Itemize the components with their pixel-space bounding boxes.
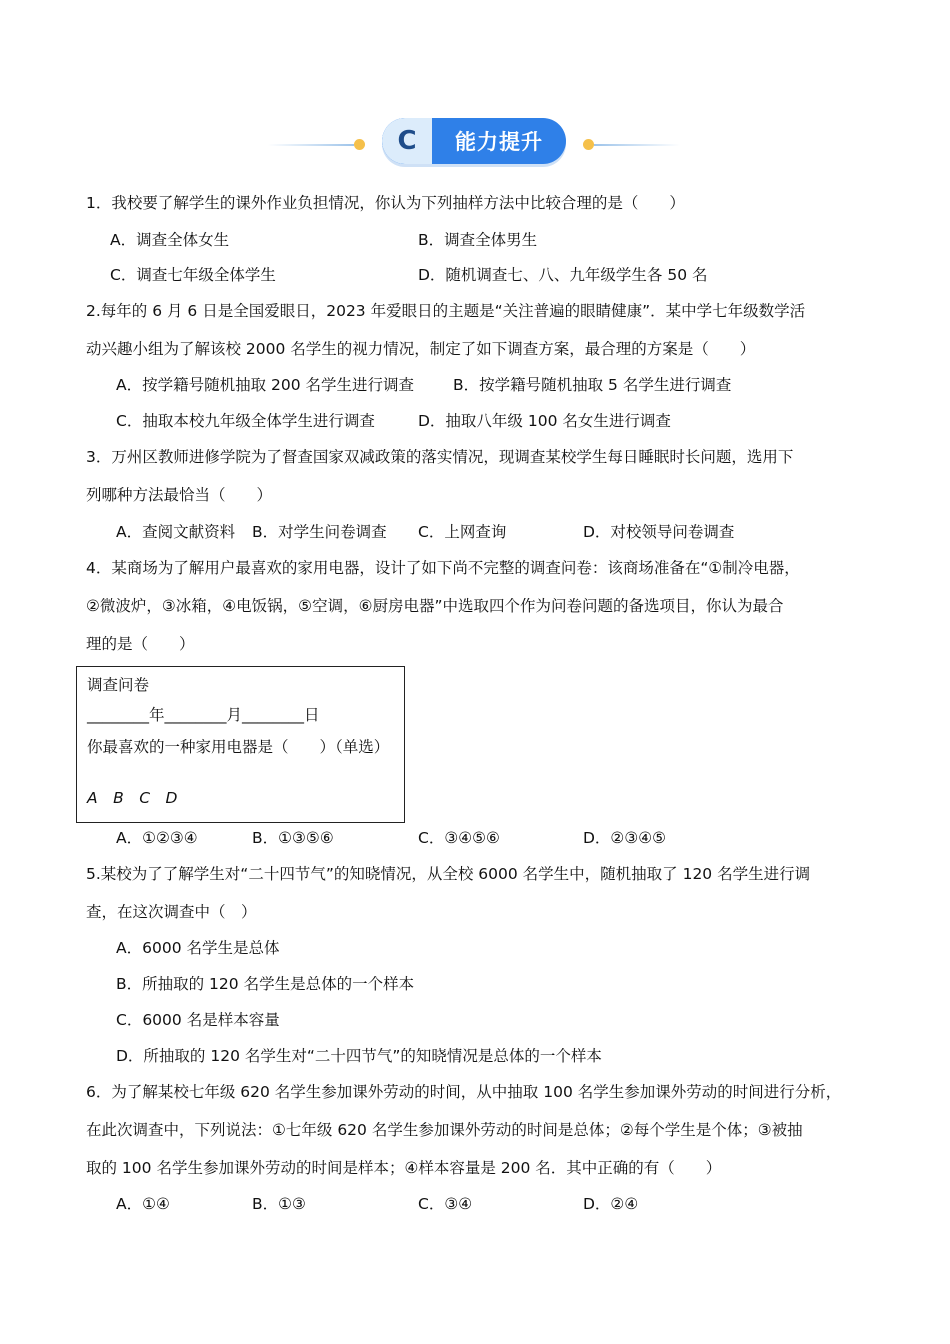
- q4-stem-line3: 理的是（ ）: [86, 635, 195, 653]
- q5-stem-line2: 查，在这次调查中（ ）: [86, 903, 257, 921]
- section-banner: [268, 118, 680, 170]
- q6-option-b: B．①③: [252, 1195, 306, 1213]
- questionnaire-date: ________年________月________日: [87, 706, 320, 724]
- q6-option-a: A．①④: [116, 1195, 170, 1213]
- q3-option-c: C．上网查询: [418, 523, 507, 541]
- q3-option-b: B．对学生问卷调查: [252, 523, 387, 541]
- q3-option-a: A．查阅文献资料: [116, 523, 236, 541]
- q6-stem-line3: 取的 100 名学生参加课外劳动的时间是样本；④样本容量是 200 名．其中正确的有（ ）: [86, 1159, 722, 1177]
- questionnaire-choices: A B C D: [87, 789, 178, 807]
- banner-right-line: [594, 144, 680, 146]
- q2-option-b: B．按学籍号随机抽取 5 名学生进行调查: [453, 376, 732, 394]
- banner-letter-box: [382, 118, 432, 164]
- q1-option-c: C．调查七年级全体学生: [110, 266, 276, 284]
- q3-stem-line1: 3．万州区教师进修学院为了督查国家双减政策的落实情况，现调查某校学生每日睡眠时长问题，选用下: [86, 448, 794, 466]
- q5-option-a: A．6000 名学生是总体: [116, 939, 280, 957]
- questionnaire-box: [76, 666, 405, 823]
- q4-stem-line1: 4．某商场为了解用户最喜欢的家用电器，设计了如下尚不完整的调查问卷：该商场准备在“①制冷电器，: [86, 559, 800, 577]
- q5-stem-line1: 5.某校为了了解学生对“二十四节气”的知晓情况，从全校 6000 名学生中，随机抽取了 120 名学生进行调: [86, 865, 811, 883]
- q4-option-a: A．①②③④: [116, 829, 198, 847]
- q6-option-c: C．③④: [418, 1195, 473, 1213]
- q3-stem-line2: 列哪种方法最恰当（ ）: [86, 486, 273, 504]
- q3-option-d: D．对校领导问卷调查: [583, 523, 735, 541]
- banner-title: 能力提升: [455, 130, 543, 154]
- q2-option-d: D．抽取八年级 100 名女生进行调查: [418, 412, 671, 430]
- q2-option-a: A．按学籍号随机抽取 200 名学生进行调查: [116, 376, 415, 394]
- q2-stem-line2: 动兴趣小组为了解该校 2000 名学生的视力情况，制定了如下调查方案，最合理的方案是（ ）: [86, 340, 756, 358]
- questionnaire-title: 调查问卷: [87, 676, 150, 694]
- q4-option-c: C．③④⑤⑥: [418, 829, 500, 847]
- questionnaire-question: 你最喜欢的一种家用电器是（ ）（单选）: [87, 738, 390, 756]
- q1-option-a: A．调查全体女生: [110, 231, 230, 249]
- banner-letter: C: [397, 126, 417, 156]
- banner-pill: [382, 118, 566, 164]
- q5-option-c: C．6000 名是样本容量: [116, 1011, 280, 1029]
- q6-stem-line1: 6．为了解某校七年级 620 名学生参加课外劳动的时间，从中抽取 100 名学生参加课外劳动的时间进行分析，: [86, 1083, 842, 1101]
- q4-option-d: D．②③④⑤: [583, 829, 667, 847]
- q5-option-d: D．所抽取的 120 名学生对“二十四节气”的知晓情况是总体的一个样本: [116, 1047, 602, 1065]
- banner-left-dot: [354, 139, 365, 150]
- q5-option-b: B．所抽取的 120 名学生是总体的一个样本: [116, 975, 415, 993]
- banner-right-dot: [583, 139, 594, 150]
- q1-option-d: D．随机调查七、八、九年级学生各 50 名: [418, 266, 708, 284]
- q2-option-c: C．抽取本校九年级全体学生进行调查: [116, 412, 375, 430]
- q4-option-b: B．①③⑤⑥: [252, 829, 334, 847]
- q1-option-b: B．调查全体男生: [418, 231, 538, 249]
- q1-stem: 1．我校要了解学生的课外作业负担情况，你认为下列抽样方法中比较合理的是（ ）: [86, 194, 685, 212]
- q6-stem-line2: 在此次调查中，下列说法：①七年级 620 名学生参加课外劳动的时间是总体；②每个学生是个体；③被抽: [86, 1121, 803, 1139]
- q2-stem-line1: 2.每年的 6 月 6 日是全国爱眼日，2023 年爱眼日的主题是“关注普遍的眼睛健康”．某中学七年级数学活: [86, 302, 806, 320]
- banner-left-line: [268, 144, 354, 146]
- q4-stem-line2: ②微波炉，③冰箱，④电饭锅，⑤空调，⑥厨房电器”中选取四个作为问卷问题的备选项目，你认为最合: [86, 597, 784, 615]
- q6-option-d: D．②④: [583, 1195, 639, 1213]
